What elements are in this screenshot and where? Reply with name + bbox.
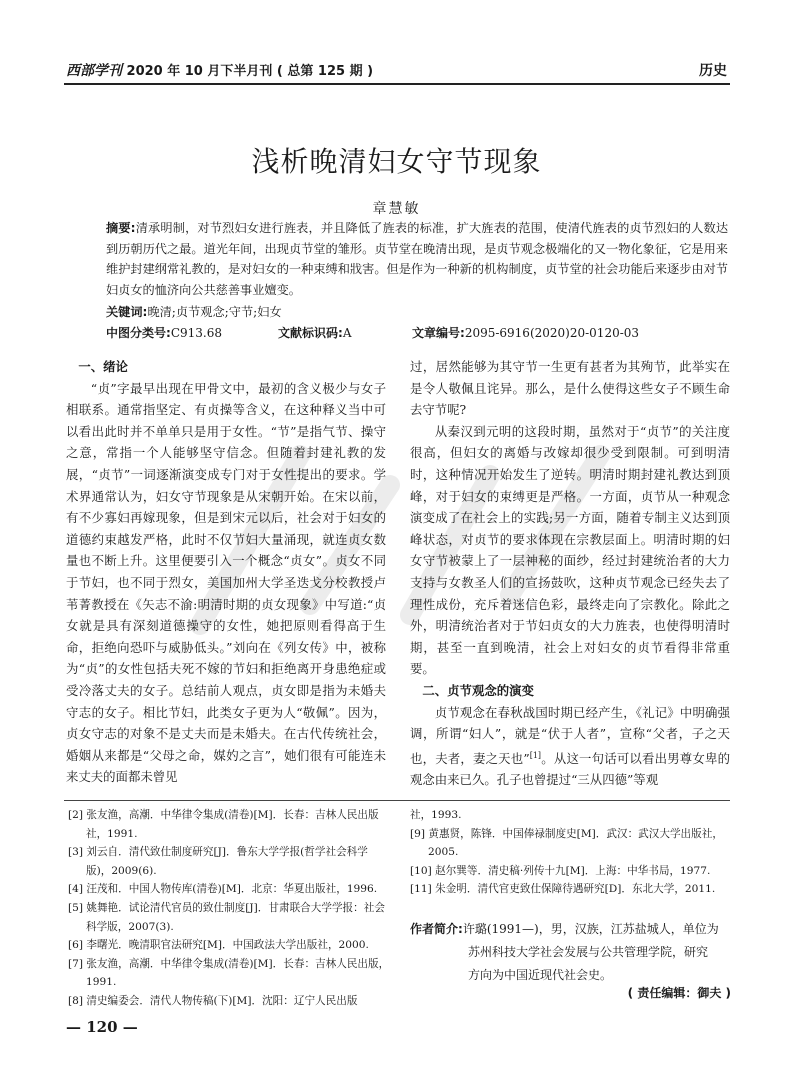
bio-line: 许璐(1991—)，男，汉族，江苏盐城人，单位为 [462,922,719,936]
paragraph: 过，居然能够为其守节一生更有甚者为其殉节，此举实在是令人敬佩且诧异。那么，是什么使得这些女子不顾生命去守节呢? [410,359,730,418]
section-heading-1: 一、绪论 [78,359,128,374]
keywords [106,303,282,320]
references-left [68,806,390,1011]
reference-item: [7] 张友渔，高潮．中华律令集成(清卷)[M]．长春：吉林人民出版，1991. [68,957,390,989]
running-header [66,60,373,80]
body-column-right [410,356,730,791]
reference-item: [4] 汪茂和．中国人物传库(清卷)[M]．北京：华夏出版社，1996. [68,883,378,896]
responsible-editor: ( 责任编辑：御夫 ) [627,986,731,1000]
article-author: 章慧敏 [372,201,421,217]
doc-code-value: A [342,326,352,340]
author-bio [410,918,735,987]
section-label: 历史 [699,63,727,79]
paragraph-text: 贞节观念在春秋战国时期已经产生，《礼记》中明确强调，所谓“妇人”，就是“伏于人者”，宣称“父者，子之天也，夫者，妻之天也” [410,704,730,766]
abstract [106,218,728,300]
reference-item: 社，1993. [410,809,462,821]
paragraph: 从秦汉到元明的这段时期，虽然对于“贞节”的关注度很高，但妇女的离婚与改嫁却很少受到限制。可到明清时，这种情况开始发生了逆转。明清时期封建礼教达到顶峰，对于妇女的束缚更是严格。一方面，贞节从一种观念演变成了在社会上的实践;另一方面，随着专制主义达到顶峰状态，对贞节的要求体现在宗教层面上。明清时期的妇女守节被蒙上了一层神秘的面纱，经过封建统治者的大力支持与女教圣人们的宣扬鼓吹，这种贞节观念已经失去了理性成份，充斥着迷信色彩，最终走向了宗教化。除此之外，明清统治者对于节妇贞女的大力旌表，也使得明清时期，甚至一直到晚清，社会上对妇女的贞节看得非常重要。 [410,423,730,677]
journal-logo: 西部学刊 [66,63,122,79]
paragraph [410,702,730,792]
article-no-label: 文章编号: [412,326,465,340]
reference-item: [3] 刘云自．清代致仕制度研究[J]．鲁东大学学报(哲学社会科学版)，2009(6). [68,846,368,877]
article-title: 浅析晚清妇女守节现象 [251,145,542,178]
abstract-label: 摘要: [106,221,136,235]
clc-value: C913.68 [170,326,222,340]
paragraph: “贞”字最早出现在甲骨文中，最初的含义极少与女子相联系。通常指坚定、有贞操等含义，在这种释义当中可以看出此时并不单单只是用于女性。“节”是指气节、操守之意，常指一个人能够坚守信念。但随着封建礼教的发展，“贞节”一词逐渐演变成专门对于女性提出的要求。学术界通常认为，妇女守节现象是从宋朝开始。在宋以前，有不少寡妇再嫁现象，但是到宋元以后，社会对于妇女的道德约束越发严格，此时不仅节妇大量涌现，就连贞女数量也不断上升。这里便要引入一个概念“贞女”。贞女不同于节妇，也不同于烈女，美国加州大学圣迭戈分校教授卢苇菁教授在《矢志不渝:明清时期的贞女现象》中写道:“贞女就是具有深刻道德操守的女性，她把原则看得高于生命，拒绝向恐吓与威胁低头。”刘向在《列女传》中，被称为“贞”的女性包括夫死不嫁的节妇和拒绝离开身患绝症或受冷落丈夫的女子。总结前人观点，贞女即是指为未婚夫守志的女子。相比节妇，此类女子更为人“敬佩”。因为，贞女守志的对象不是丈夫而是未婚夫。在古代传统社会，婚姻从来都是“父母之命，媒妁之言”，她们很有可能连未来丈夫的面都未曾见 [66,380,386,785]
reference-item: [10] 赵尔巽等．清史稿·列传十九[M]．上海：中华书局，1977. [410,864,711,877]
clc-label: 中图分类号: [106,326,171,340]
document-code [278,324,351,341]
reference-item: [6] 李曙光．晚清职官法研究[M]．中国政法大学出版社，2000. [68,939,369,952]
page-number: — 120 — [66,1018,138,1036]
keywords-text: 晚清;贞节观念;守节;妇女 [147,305,282,319]
bio-line: 方向为中国近现代社会史。 [468,968,613,982]
references-rule [64,800,730,801]
paragraph-text: 。从这一句话可以看出男尊女卑的观念由来已久。孔子也曾提过“三从四德”等观 [410,750,730,788]
body-column-left [66,356,386,788]
article-number [412,324,639,341]
reference-item: [9] 黄惠贤，陈锋．中国俸禄制度史[M]．武汉：武汉大学出版社，2005. [410,827,723,859]
abstract-text: 清承明制，对节烈妇女进行旌表，并且降低了旌表的标准，扩大旌表的范围，使清代旌表的贞节烈妇的人数达到历朝历代之最。道光年间，出现贞节堂的雏形。贞节堂在晚清出现，是贞节观念极端化的又一物化象征，它是用来维护封建纲常礼教的，是对妇女的一种束缚和戕害。但是作为一种新的机构制度，贞节堂的社会功能后来逐步由对节妇贞女的恤济向公共慈善事业嬗变。 [106,221,729,297]
doc-code-label: 文献标识码: [278,326,343,340]
bio-label: 作者简介: [410,922,463,936]
bio-line: 苏州科技大学社会发展与公共管理学院，研究 [468,945,709,959]
reference-item: [8] 清史编委会．清代人物传稿(下)[M]．沈阳：辽宁人民出版 [68,994,358,1007]
section-heading-2: 二、贞节观念的演变 [422,682,534,698]
reference-item: [2] 张友渔，高潮．中华律令集成(清卷)[M]．长春：吉林人民出版社，1991. [68,809,379,840]
citation-marker: [1] [529,750,542,760]
clc-number [106,324,222,341]
header-rule [64,83,730,85]
issue-info: 2020 年 10 月下半月刊 ( 总第 125 期 ) [126,64,374,79]
reference-item: [5] 姚舞艳．试论清代官员的致仕制度[J]．甘肃联合大学学报：社会科学版，2007(3). [68,901,385,933]
keywords-label: 关键词: [106,305,148,319]
article-no-value: 2095-6916(2020)20-0120-03 [464,326,640,340]
reference-item: [11] 朱金明．清代官吏致仕保障待遇研究[D]．东北大学，2011. [410,883,716,896]
references-right [410,806,732,899]
